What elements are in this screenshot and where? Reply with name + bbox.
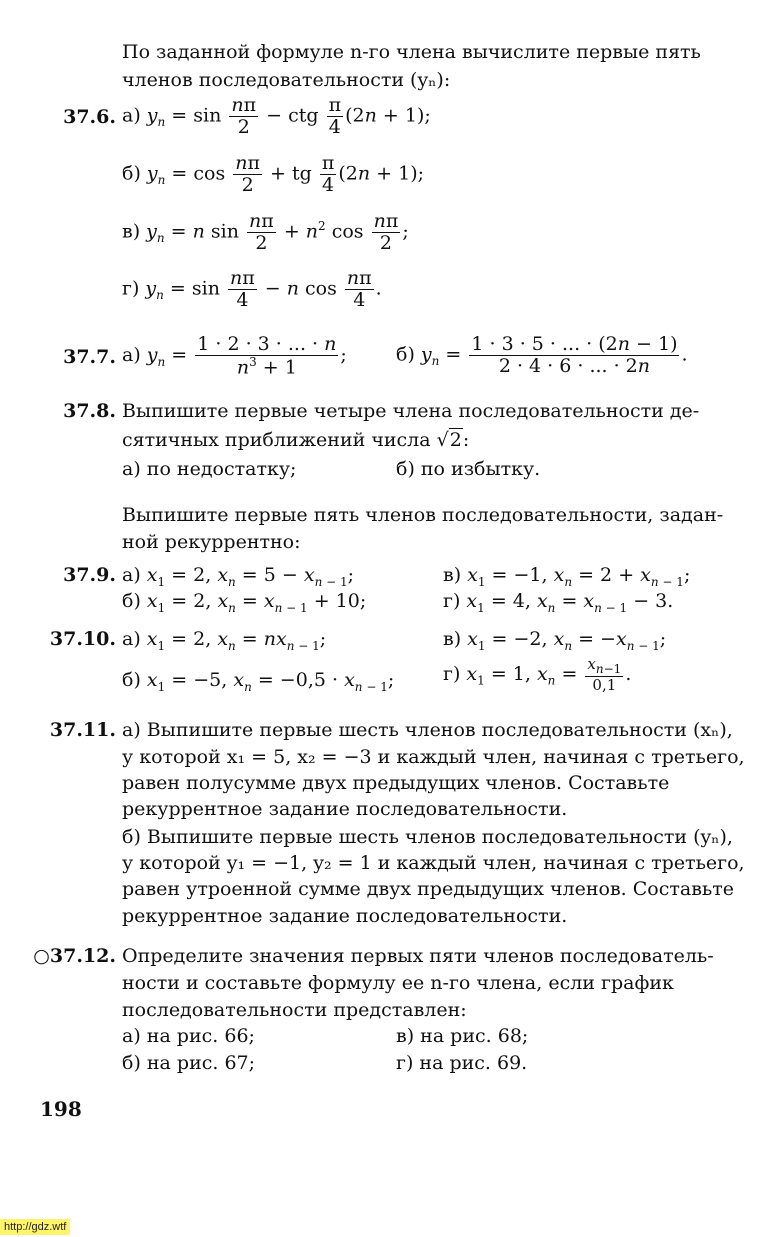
intro2-line-2: ной рекуррентно:	[122, 531, 301, 553]
exercise-37-8-line-2: сятичных приближений числа √2:	[122, 429, 470, 451]
exercise-37-11-b-line: у которой y₁ = −1, y₂ = 1 и каждый член, начиная с третьего,	[122, 852, 745, 874]
exercise-number: 37.6.	[63, 106, 116, 128]
exercise-37-11-b-line: рекуррентное задание последовательности.	[122, 905, 568, 927]
formula-37-9-c: в) $x_1 = -1$, $x_n = 2 + x_{n - 1}$;	[443, 564, 691, 589]
exercise-number: 37.10.	[49, 628, 116, 650]
exercise-37-11-a-line: рекуррентное задание последовательности.	[122, 798, 568, 820]
exercise-37-12-c: в) на рис. 68;	[396, 1025, 529, 1047]
formula-37-9-d: г) $x_1 = 4$, $x_n = x_{n - 1} - 3$.	[443, 590, 674, 615]
exercise-37-12-d: г) на рис. 69.	[396, 1052, 528, 1074]
exercise-37-11-a-line: а) Выпишите первые шесть членов последовательности (xₙ),	[122, 719, 733, 741]
exercise-37-12-line: Определите значения первых пяти членов последователь-	[122, 945, 714, 967]
exercise-37-11-a-line: у которой x₁ = 5, x₂ = −3 и каждый член, начиная с третьего,	[122, 746, 745, 768]
watermark-link[interactable]: http://gdz.wtf	[0, 1219, 70, 1235]
formula-37-10-a: а) $x_1 = 2$, $x_n = nx_{n - 1}$;	[122, 628, 327, 653]
exercise-37-11-b-line: равен утроенной сумме двух предыдущих членов. Составьте	[122, 878, 734, 900]
intro-line-2: членов последовательности (yₙ):	[122, 69, 451, 91]
formula-37-9-a: а) $x_1 = 2$, $x_n = 5 - x_{n - 1}$;	[122, 564, 355, 589]
exercise-37-12-a: а) на рис. 66;	[122, 1025, 255, 1047]
formula-37-7-b: б) $y_n$ = $\frac{1 \cdot 3 \cdot 5 \cdot ... \cdot (2n - 1)}{2 \cdot 4 \cdot 6 \cdot ... \cdot 2n}$ .	[396, 333, 688, 377]
exercise-number: 37.11.	[49, 719, 116, 741]
formula-37-6-b: б) $y_n = \cos$ $\frac{n\pi}{2}$ + tg $\frac{\pi}{4}$ (2n + 1);	[122, 152, 425, 196]
formula-37-10-c: в) $x_1 = -2$, $x_n = -x_{n - 1}$;	[443, 628, 667, 653]
exercise-number: 37.7.	[63, 346, 116, 368]
exercise-number: 37.8.	[63, 400, 116, 422]
intro-line-1: По заданной формуле n-го члена вычислите первые пять	[122, 41, 701, 63]
exercise-37-8-line-1: Выпишите первые четыре члена последовательности де-	[122, 400, 700, 422]
formula-37-10-d: г) $x_1 = 1$, $x_n$ = $\frac{x_{n-1}}{0,1}$ .	[443, 655, 632, 695]
exercise-number: 37.9.	[63, 564, 116, 586]
exercise-37-12-line: последовательности представлен:	[122, 999, 467, 1021]
formula-37-9-b: б) $x_1 = 2$, $x_n = x_{n - 1} + 10$;	[122, 590, 367, 615]
exercise-37-11-b-line: б) Выпишите первые шесть членов последовательности (yₙ),	[122, 826, 733, 848]
formula-37-10-b: б) $x_1 = -5$, $x_n = -0,5 \cdot x_{n - 1}$;	[122, 669, 395, 694]
exercise-37-8-b: б) по избытку.	[396, 458, 541, 480]
formula-37-6-d: г) $y_n = \sin$ $\frac{n\pi}{4}$ − n cos $\frac{n\pi}{4}$ .	[122, 267, 382, 311]
formula-37-6-a: а) $y_n = \sin$ $\frac{n\pi}{2}$ − ctg $\frac{\pi}{4}$ (2n + 1);	[122, 94, 431, 138]
formula-37-7-a: а) $y_n$ = $\frac{1 \cdot 2 \cdot 3 \cdot ... \cdot n}{n^3 + 1}$ ;	[122, 333, 347, 379]
exercise-37-12-line: ности и составьте формулу ее n-го члена, если график	[122, 972, 674, 994]
formula-37-6-c: в) $y_n = n$ sin $\frac{n\pi}{2}$ + $n^2$ cos $\frac{n\pi}{2}$ ;	[122, 210, 409, 254]
exercise-37-11-a-line: равен полусумме двух предыдущих членов. Составьте	[122, 772, 670, 794]
intro2-line-1: Выпишите первые пять членов последовательности, задан-	[122, 504, 724, 526]
exercise-number: ○37.12.	[33, 945, 116, 967]
exercise-37-8-a: а) по недостатку;	[122, 458, 297, 480]
page-number: 198	[40, 1097, 82, 1121]
exercise-37-12-b: б) на рис. 67;	[122, 1052, 256, 1074]
